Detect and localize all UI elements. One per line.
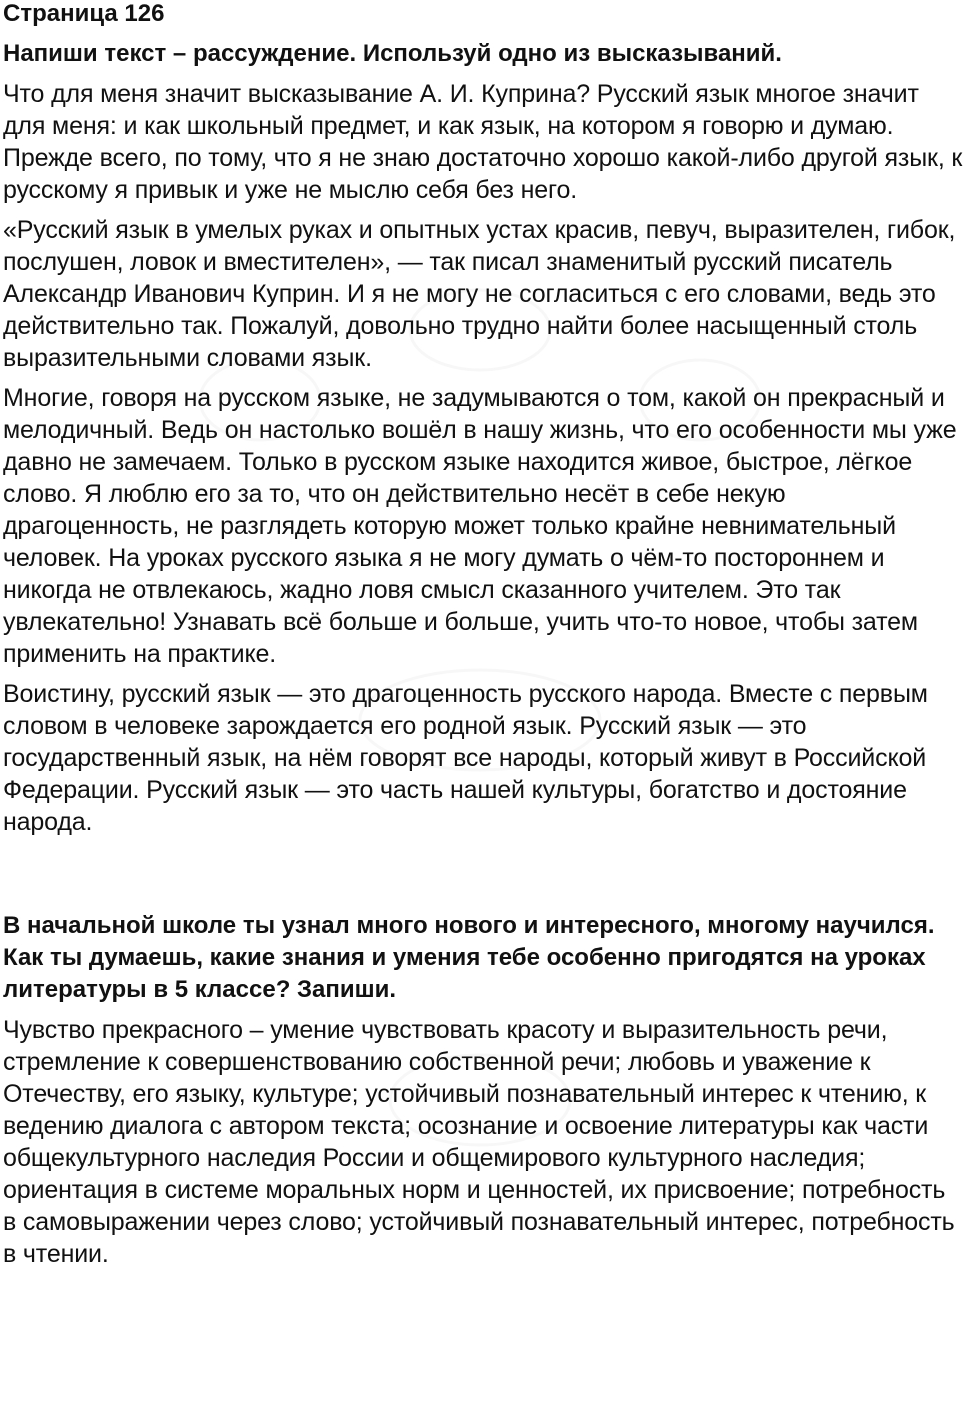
paragraph: Воистину, русский язык — это драгоценность русского народа. Вместе с первым словом в человеке зарождается его родной язык. Русский язык — это государственный язык, на нём говорят все народы, который живут в Российской Федерации. Русский язык — это часть нашей культуры, богатство и достояние народа.	[3, 680, 928, 836]
section-2	[3, 910, 965, 1270]
paragraph: Что для меня значит высказывание А. И. Куприна? Русский язык многое значит для меня: и как школьный предмет, и как язык, на котором я говорю и думаю. Прежде всего, по тому, что я не знаю достаточно хорошо какой-либо другой язык, к русскому я привык и уже не мыслю себя без него.	[3, 80, 963, 204]
paragraph: Чувство прекрасного – умение чувствовать красоту и выразительность речи, стремление к совершенствованию собственной речи; любовь и уважение к Отечеству, его языку, культуре; устойчивый познавательный интерес к чтению, к ведению диалога с автором текста; осознание и освоение литературы как части общекультурного наследия России и общемирового культурного наследия; ориентация в системе моральных норм и ценностей, их присвоение; потребность в самовыражении через слово; устойчивый познавательный интерес, потребность в чтении.	[3, 1016, 955, 1268]
task-heading: Напиши текст – рассуждение. Используй одно из высказываний.	[3, 40, 782, 67]
paragraph: «Русский язык в умелых руках и опытных устах красив, певуч, выразителен, гибок, послушен, ловок и вместителен», — так писал знаменитый русский писатель Александр Иванович Куприн. И я не могу не согласиться с его словами, ведь это действительно так. Пожалуй, довольно трудно найти более насыщенный столь выразительными словами язык.	[3, 216, 956, 372]
paragraph: Многие, говоря на русском языке, не задумываются о том, какой он прекрасный и мелодичный. Ведь он настолько вошёл в нашу жизнь, что его особенности мы уже давно не замечаем. Только в русском языке находится живое, быстрое, лёгкое слово. Я люблю его за то, что он действительно несёт в себе некую драгоценность, не разглядеть которую может только крайне невнимательный человек. На уроках русского языка я не могу думать о чём-то постороннем и никогда не отвлекаюсь, жадно ловя смысл сказанного учителем. Это так увлекательно! Узнавать всё больше и больше, учить что-то новое, чтобы затем применить на практике.	[3, 384, 957, 668]
section-1	[3, 38, 965, 838]
task-heading: В начальной школе ты узнал много нового и интересного, многому научился. Как ты думаешь, какие знания и умения тебе особенно пригодятся на уроках литературы в 5 классе? Запиши.	[3, 912, 935, 1003]
page-title: Страница 126	[3, 0, 165, 27]
